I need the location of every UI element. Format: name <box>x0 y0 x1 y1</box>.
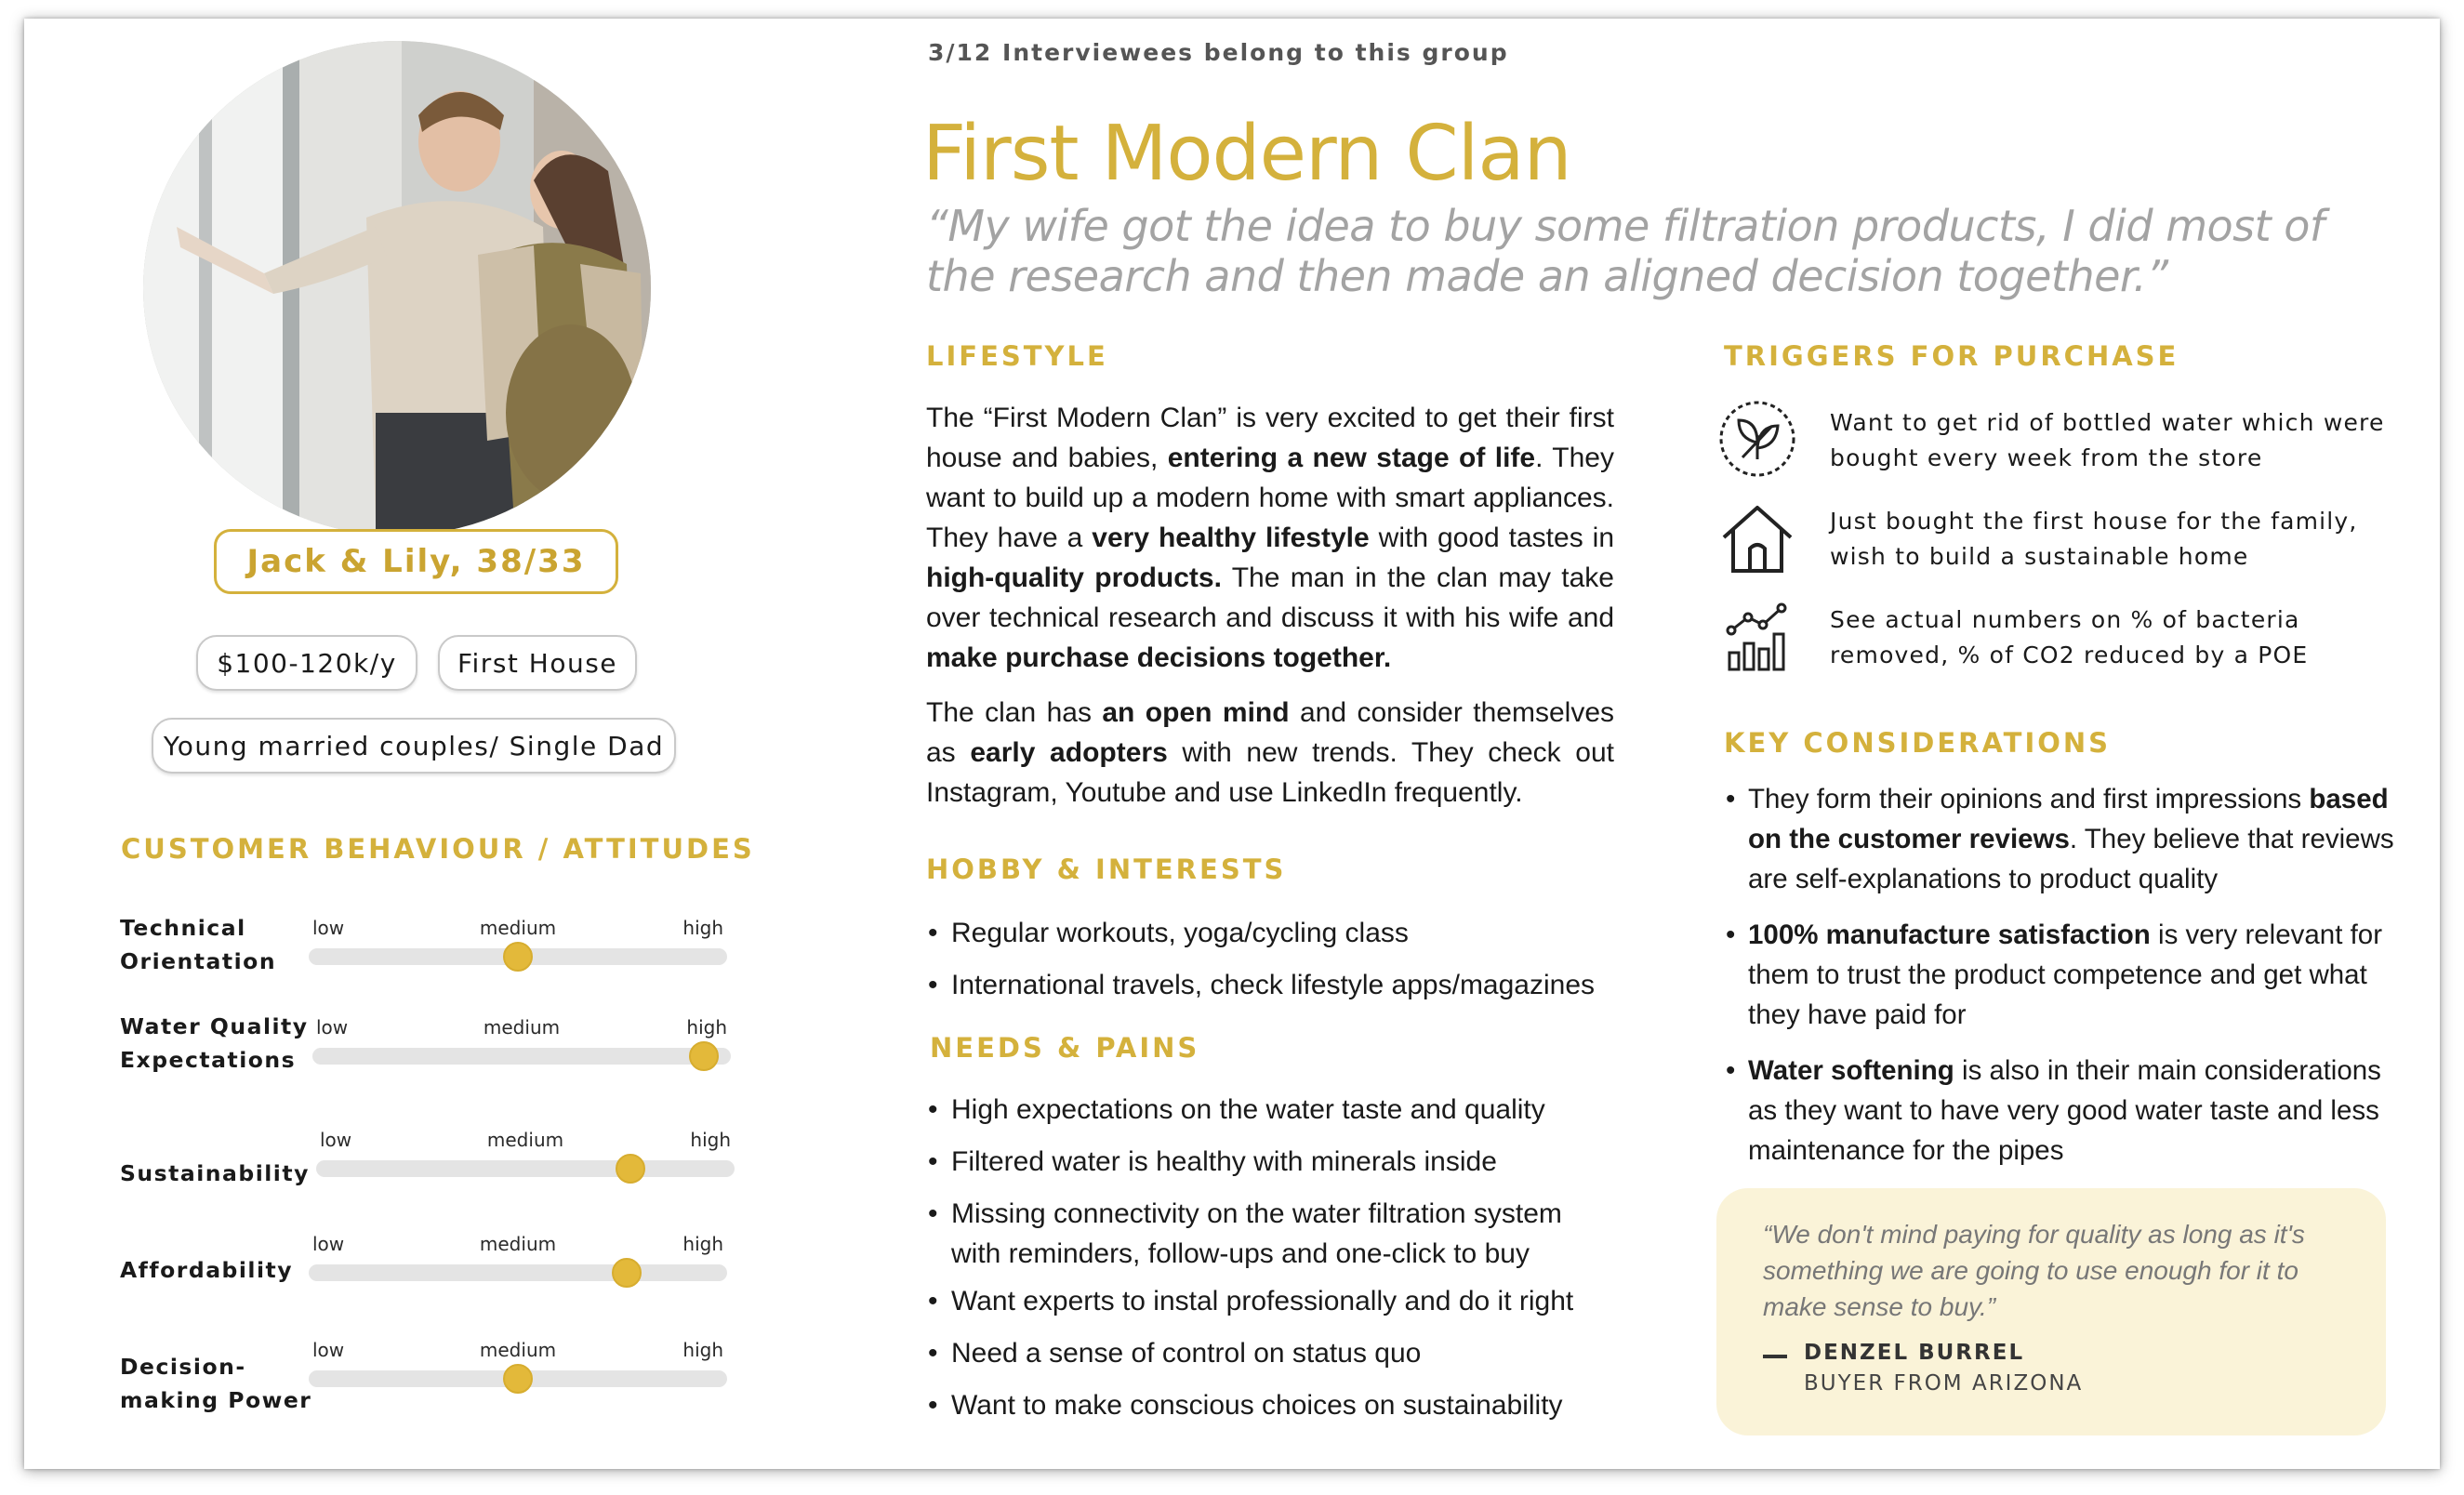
text-run-bold: Water softening <box>1748 1055 1954 1086</box>
persona-card <box>24 19 2440 1469</box>
scale-high: high <box>690 1129 731 1151</box>
scale-medium: medium <box>479 1339 557 1361</box>
slider-label-line: making Power <box>120 1387 312 1413</box>
slider-affordability[interactable] <box>309 1233 727 1285</box>
persona-name-tag: Jack & Lily, 38/33 <box>214 529 618 594</box>
text-run: The clan has <box>926 697 1103 728</box>
needs-list <box>928 1084 1653 1432</box>
text-run: The man in the clan may take over technical research and discuss it with his wife and <box>926 562 1614 633</box>
list-item-line: with reminders, follow-ups and one-click to buy <box>951 1238 1530 1269</box>
text-run: is very relevant for them to trust the product competence and get what they have paid for <box>1748 919 2383 1030</box>
slider-label-decision-making <box>120 1350 311 1417</box>
scale-low: low <box>312 917 345 939</box>
triggers-section-title: TRIGGERS FOR PURCHASE <box>1724 340 2179 372</box>
slider-label-affordability <box>120 1253 293 1287</box>
list-item: • Regular workouts, yoga/cycling class <box>928 907 1653 959</box>
slider-label-technical <box>120 911 276 978</box>
slider-label-line: Water Quality <box>120 1013 309 1039</box>
persona-quote: “My wife got the idea to buy some filtration products, I did most of the research and then made an aligned decision together.” <box>926 201 2325 301</box>
slider-knob[interactable] <box>612 1258 642 1288</box>
house-icon <box>1716 496 1798 578</box>
scale-high: high <box>682 917 723 939</box>
text-run: and consider themselves as <box>926 697 1615 768</box>
home-tag: First House <box>438 635 637 691</box>
list-item <box>1726 915 2414 1035</box>
lifestyle-paragraph-1 <box>926 398 1614 678</box>
hobby-list <box>928 907 1653 1012</box>
trigger-line: Just bought the first house for the family, <box>1830 508 2358 535</box>
scale-high: high <box>682 1233 723 1255</box>
trigger-item <box>1716 595 2423 679</box>
testimonial-quote: “We don't mind paying for quality as long as it's something we are going to use enough for it to make sense to buy.” <box>1763 1220 2305 1321</box>
scale-low: low <box>316 1016 349 1039</box>
slider-label-line: Sustainability <box>120 1160 310 1186</box>
list-item: • Filtered water is healthy with minerals inside <box>928 1136 1653 1188</box>
needs-section-title: NEEDS & PAINS <box>930 1032 1200 1064</box>
scale-low: low <box>312 1339 345 1361</box>
considerations-section-title: KEY CONSIDERATIONS <box>1724 727 2112 759</box>
list-item: • Need a sense of control on status quo <box>928 1328 1653 1380</box>
trigger-line: Want to get rid of bottled water which were <box>1830 409 2385 436</box>
behaviour-section-title: CUSTOMER BEHAVIOUR / ATTITUDES <box>121 833 755 865</box>
testimonial-box <box>1716 1188 2386 1435</box>
slider-label-line: Technical <box>120 915 246 941</box>
text-run-bold: high-quality products. <box>926 562 1222 593</box>
segment-tag: Young married couples/ Single Dad <box>152 718 676 774</box>
scale-medium: medium <box>486 1129 564 1151</box>
text-run: . They want to build up a modern home with smart appliances. They have a <box>926 443 1614 553</box>
interviewee-count: 3/12 Interviewees belong to this group <box>928 39 1509 66</box>
list-item <box>928 1194 1653 1274</box>
slider-label-line: Orientation <box>120 948 277 974</box>
income-tag: $100-120k/y <box>196 635 417 691</box>
text-run: . They believe that reviews are self-explanations to product quality <box>1748 824 2394 894</box>
trigger-line: wish to build a sustainable home <box>1830 543 2249 570</box>
lifestyle-paragraph-2 <box>926 693 1614 813</box>
list-item <box>1726 1051 2414 1171</box>
persona-photo <box>143 41 651 536</box>
trigger-line: bought every week from the store <box>1830 444 2263 471</box>
slider-knob[interactable] <box>616 1154 645 1184</box>
slider-label-sustainability <box>120 1157 310 1190</box>
text-run-bold: 100% manufacture satisfaction <box>1748 919 2151 950</box>
text-run-bold: an open mind <box>1102 697 1290 728</box>
list-item-line: Missing connectivity on the water filtration system <box>951 1198 1562 1229</box>
slider-track <box>309 1264 727 1281</box>
trigger-text <box>1830 504 2425 575</box>
text-run-bold: based on the customer reviews <box>1748 784 2389 854</box>
trigger-line: removed, % of CO2 reduced by a POE <box>1830 642 2309 668</box>
scale-low: low <box>312 1233 345 1255</box>
slider-label-line: Affordability <box>120 1257 294 1283</box>
slider-technical-orientation[interactable] <box>309 917 727 969</box>
list-item: • Want to make conscious choices on sustainability <box>928 1380 1653 1432</box>
eco-leaf-icon <box>1716 398 1798 480</box>
slider-water-quality-expectations[interactable] <box>312 1016 731 1068</box>
list-item: • Want experts to instal professionally and do it right <box>928 1276 1653 1328</box>
text-run-bold: early adopters <box>970 737 1168 768</box>
text-run: The “First Modern Clan” is very excited to get their first house and babies, <box>926 403 1614 473</box>
slider-sustainability[interactable] <box>316 1129 735 1181</box>
text-run: with new trends. They check out Instagram, Youtube and use LinkedIn frequently. <box>926 737 1614 808</box>
chart-icon <box>1716 595 1798 677</box>
hobby-section-title: HOBBY & INTERESTS <box>926 853 1287 885</box>
scale-low: low <box>320 1129 352 1151</box>
slider-knob[interactable] <box>689 1041 719 1071</box>
text-run: is also in their main considerations as they want to have very good water taste and less maintenance for the pipes <box>1748 1055 2381 1166</box>
slider-track <box>316 1160 735 1177</box>
testimonial-role: BUYER FROM ARIZONA <box>1804 1371 2084 1396</box>
text-run-bold: make purchase decisions together. <box>926 642 1392 673</box>
considerations-list <box>1726 779 2414 1171</box>
trigger-text <box>1830 602 2425 673</box>
couple-photo-illustration <box>143 41 651 536</box>
slider-knob[interactable] <box>503 1364 533 1394</box>
list-item <box>1726 779 2414 899</box>
text-run-bold: entering a new stage of life <box>1167 443 1536 473</box>
slider-label-water-quality <box>120 1010 309 1077</box>
scale-medium: medium <box>483 1016 561 1039</box>
trigger-line: See actual numbers on % of bacteria <box>1830 606 2300 633</box>
list-item: • International travels, check lifestyle apps/magazines <box>928 959 1653 1012</box>
page-title: First Modern Clan <box>922 110 1571 198</box>
slider-decision-making-power[interactable] <box>309 1339 727 1391</box>
scale-high: high <box>682 1339 723 1361</box>
scale-medium: medium <box>479 1233 557 1255</box>
trigger-item <box>1716 398 2423 482</box>
scale-medium: medium <box>479 917 557 939</box>
slider-label-line: Expectations <box>120 1047 297 1073</box>
text-run: They form their opinions and first impressions <box>1748 784 2310 814</box>
slider-track <box>312 1048 731 1065</box>
text-run: with good tastes in <box>1369 523 1614 553</box>
slider-knob[interactable] <box>503 942 533 972</box>
scale-high: high <box>686 1016 727 1039</box>
testimonial-dash <box>1763 1355 1787 1358</box>
lifestyle-section-title: LIFESTYLE <box>926 340 1108 372</box>
slider-label-line: Decision- <box>120 1354 246 1380</box>
list-item: • High expectations on the water taste and quality <box>928 1084 1653 1136</box>
testimonial-author: DENZEL BURREL <box>1804 1341 2025 1365</box>
text-run-bold: very healthy lifestyle <box>1092 523 1370 553</box>
trigger-item <box>1716 496 2423 580</box>
trigger-text <box>1830 405 2425 476</box>
